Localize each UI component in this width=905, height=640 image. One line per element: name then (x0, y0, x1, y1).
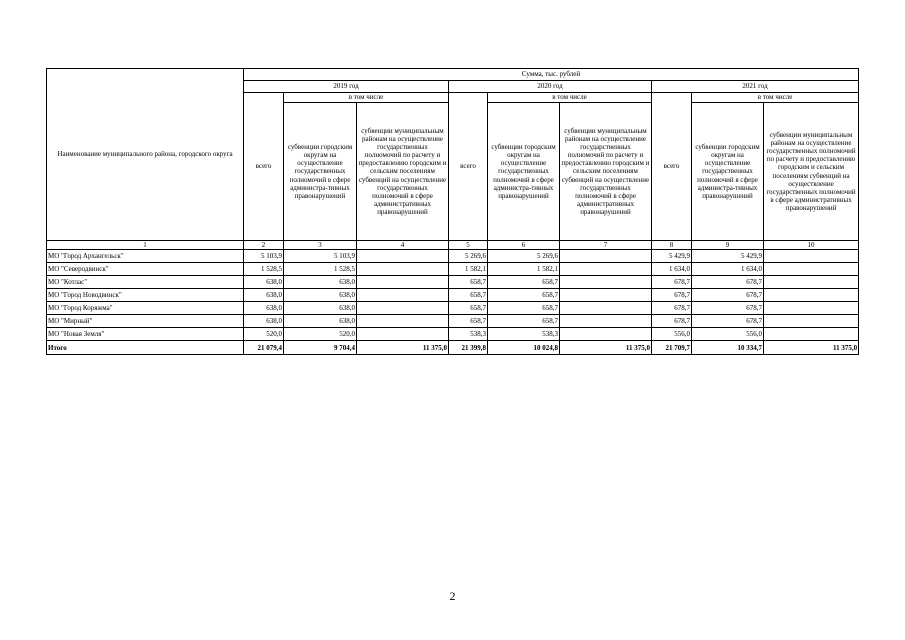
district-subvention-2020-cell (560, 289, 652, 302)
district-subvention-2019-cell (357, 276, 449, 289)
city-subvention-2019-cell: 5 103,9 (284, 250, 357, 263)
district-subvention-2020-cell (560, 276, 652, 289)
city-subvention-2019-cell: 9 704,4 (284, 341, 357, 355)
municipality-name-cell: МО "Котлас" (47, 276, 244, 289)
municipality-name-cell: МО "Город Новодвинск" (47, 289, 244, 302)
district-subvention-2021-cell (764, 263, 859, 276)
city-subvention-2020-cell: 658,7 (488, 302, 560, 315)
header-name-column: Наименование муниципального района, городского округа (47, 69, 244, 241)
header-subvention-city-2020: субвенции городским округам на осуществление государственных полномочий в сфере администра-тивных правонарушений (488, 103, 560, 241)
district-subvention-2019-cell (357, 289, 449, 302)
header-subvention-district-2021: субвенции муниципальным районам на осуществление государственных полномочий по расчету и предоставлению городским и сельским поселениям субвенций на осуществление государственных полномочий в сфере административных правонарушений (764, 103, 859, 241)
header-including-2021: в том числе (692, 93, 859, 103)
header-total-2021: всего (652, 93, 692, 241)
header-including-2019: в том числе (284, 93, 449, 103)
total-2020-cell: 658,7 (449, 289, 488, 302)
district-subvention-2020-cell: 11 375,0 (560, 341, 652, 355)
column-numbers-row (47, 241, 859, 250)
total-2019-cell: 21 079,4 (244, 341, 284, 355)
column-number: 3 (284, 241, 357, 250)
district-subvention-2020-cell (560, 315, 652, 328)
municipality-name-cell: МО "Северодвинск" (47, 263, 244, 276)
district-subvention-2020-cell (560, 263, 652, 276)
total-2021-cell: 678,7 (652, 289, 692, 302)
column-number: 10 (764, 241, 859, 250)
total-2021-cell: 5 429,9 (652, 250, 692, 263)
total-2020-cell: 21 399,8 (449, 341, 488, 355)
table-row (47, 315, 859, 328)
total-2019-cell: 638,0 (244, 289, 284, 302)
header-sum-caption: Сумма, тыс. рублей (244, 69, 859, 81)
column-number: 7 (560, 241, 652, 250)
table-row (47, 289, 859, 302)
total-2021-cell: 21 709,7 (652, 341, 692, 355)
total-2021-cell: 678,7 (652, 315, 692, 328)
city-subvention-2021-cell: 5 429,9 (692, 250, 764, 263)
city-subvention-2021-cell: 678,7 (692, 289, 764, 302)
table-row (47, 302, 859, 315)
city-subvention-2020-cell: 10 024,8 (488, 341, 560, 355)
district-subvention-2019-cell (357, 328, 449, 341)
total-2020-cell: 658,7 (449, 302, 488, 315)
city-subvention-2019-cell: 1 528,5 (284, 263, 357, 276)
district-subvention-2021-cell (764, 250, 859, 263)
header-subvention-city-2019: субвенции городским округам на осуществление государственных полномочий в сфере администра-тивных правонарушений (284, 103, 357, 241)
city-subvention-2021-cell: 556,0 (692, 328, 764, 341)
district-subvention-2020-cell (560, 302, 652, 315)
table-row (47, 328, 859, 341)
total-2020-cell: 5 269,6 (449, 250, 488, 263)
city-subvention-2020-cell: 658,7 (488, 315, 560, 328)
city-subvention-2021-cell: 10 334,7 (692, 341, 764, 355)
header-subvention-district-2020: субвенции муниципальным районам на осуществление государственных полномочий по расчету и предоставлению городским и сельским поселениям субвенций на осуществление государственных полномочий в сфере административных правонарушений (560, 103, 652, 241)
column-number: 9 (692, 241, 764, 250)
table-row (47, 250, 859, 263)
table-row (47, 276, 859, 289)
header-year-2019: 2019 год (244, 81, 449, 93)
column-number: 1 (47, 241, 244, 250)
total-2021-cell: 556,0 (652, 328, 692, 341)
city-subvention-2021-cell: 1 634,0 (692, 263, 764, 276)
total-2020-cell: 538,3 (449, 328, 488, 341)
column-number: 5 (449, 241, 488, 250)
district-subvention-2019-cell: 11 375,0 (357, 341, 449, 355)
total-2019-cell: 638,0 (244, 302, 284, 315)
city-subvention-2020-cell: 658,7 (488, 276, 560, 289)
header-subvention-city-2021: субвенции городским округам на осуществление государственных полномочий в сфере администра-тивных правонарушений (692, 103, 764, 241)
district-subvention-2020-cell (560, 328, 652, 341)
district-subvention-2020-cell (560, 250, 652, 263)
column-number: 8 (652, 241, 692, 250)
district-subvention-2019-cell (357, 315, 449, 328)
district-subvention-2021-cell (764, 328, 859, 341)
district-subvention-2019-cell (357, 302, 449, 315)
city-subvention-2019-cell: 520,0 (284, 328, 357, 341)
total-2019-cell: 520,0 (244, 328, 284, 341)
city-subvention-2019-cell: 638,0 (284, 302, 357, 315)
district-subvention-2021-cell (764, 289, 859, 302)
table-row (47, 263, 859, 276)
total-2021-cell: 678,7 (652, 276, 692, 289)
total-2019-cell: 1 528,5 (244, 263, 284, 276)
header-total-2019: всего (244, 93, 284, 241)
city-subvention-2019-cell: 638,0 (284, 276, 357, 289)
header-subvention-district-2019: субвенции муниципальным районам на осуществление государственных полномочий по расчету и предоставлению городским и сельским поселениям субвенций на осуществление государственных полномочий в сфере административных правонарушений (357, 103, 449, 241)
total-row (47, 341, 859, 355)
city-subvention-2020-cell: 538,3 (488, 328, 560, 341)
city-subvention-2020-cell: 1 582,1 (488, 263, 560, 276)
municipality-name-cell: МО "Город Архангельск" (47, 250, 244, 263)
city-subvention-2021-cell: 678,7 (692, 276, 764, 289)
subvention-table (46, 68, 859, 355)
district-subvention-2021-cell: 11 375,0 (764, 341, 859, 355)
header-year-2020: 2020 год (449, 81, 652, 93)
total-2019-cell: 5 103,9 (244, 250, 284, 263)
district-subvention-2021-cell (764, 315, 859, 328)
column-number: 6 (488, 241, 560, 250)
city-subvention-2020-cell: 5 269,6 (488, 250, 560, 263)
district-subvention-2021-cell (764, 302, 859, 315)
column-number: 4 (357, 241, 449, 250)
city-subvention-2020-cell: 658,7 (488, 289, 560, 302)
municipality-name-cell: МО "Мирный" (47, 315, 244, 328)
city-subvention-2021-cell: 678,7 (692, 315, 764, 328)
district-subvention-2019-cell (357, 263, 449, 276)
municipality-name-cell: МО "Город Коряжма" (47, 302, 244, 315)
city-subvention-2021-cell: 678,7 (692, 302, 764, 315)
column-number: 2 (244, 241, 284, 250)
header-total-2020: всего (449, 93, 488, 241)
page-number: 2 (449, 589, 456, 603)
total-2021-cell: 678,7 (652, 302, 692, 315)
district-subvention-2019-cell (357, 250, 449, 263)
header-including-2020: в том числе (488, 93, 652, 103)
district-subvention-2021-cell (764, 276, 859, 289)
total-2019-cell: 638,0 (244, 276, 284, 289)
city-subvention-2019-cell: 638,0 (284, 315, 357, 328)
total-2020-cell: 658,7 (449, 276, 488, 289)
total-2020-cell: 658,7 (449, 315, 488, 328)
total-2021-cell: 1 634,0 (652, 263, 692, 276)
total-2020-cell: 1 582,1 (449, 263, 488, 276)
municipality-name-cell: Итого (47, 341, 244, 355)
city-subvention-2019-cell: 638,0 (284, 289, 357, 302)
municipality-name-cell: МО "Новая Земля" (47, 328, 244, 341)
header-year-2021: 2021 год (652, 81, 859, 93)
total-2019-cell: 638,0 (244, 315, 284, 328)
